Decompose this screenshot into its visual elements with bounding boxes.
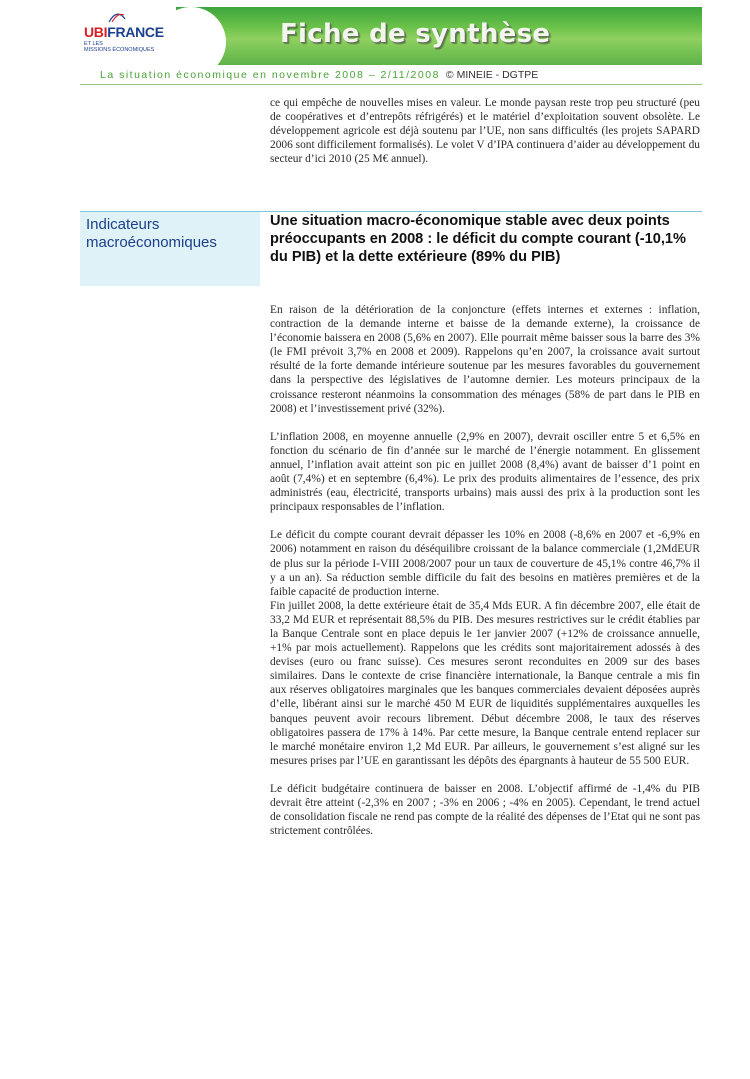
page-title: Fiche de synthèse — [280, 19, 551, 49]
logo-subtitle: ET LES MISSIONS ÉCONOMIQUES — [84, 41, 155, 53]
section-label-line2: macroéconomiques — [86, 234, 217, 251]
copyright: © MINEIE - DGTPE — [445, 69, 539, 81]
paragraph: Le déficit du compte courant devrait dépasser les 10% en 2008 (-8,6% en 2007 et -6,9% en 2006) notamment en raison du déséquilibre croissant de la balance commerciale (1,2MdEUR de plus sur la période I-VIII 2008/2007 pour un taux de couverture de 45,1% contre 46,7% il y a un an). Sa réduction semble difficile du fait des besoins en matières premières et de la faible capacité de production interne. — [270, 529, 700, 598]
section-label-line1: Indicateurs — [86, 216, 160, 233]
section-label — [80, 212, 260, 286]
globe-icon — [108, 11, 126, 23]
section-heading: Une situation macro-économique stable avec deux points préoccupants en 2008 : le déficit du compte courant (-10,1% du PIB) et la dette extérieure (89% du PIB) — [270, 213, 687, 265]
intro-text — [270, 96, 700, 166]
paragraph: En raison de la détérioration de la conjoncture (effets internes et externes : inflation, contraction de la demande interne et baisse de la demande externe), la croissance de l’économie baissera en 2008 (5,6% en 2007). Elle pourrait même baisser sous la barre des 3% (le FMI prévoit 3,7% en 2008 et 2009). Rappelons qu’en 2007, la croissance avait surtout résulté de la forte demande intérieure soutenue par les mesures favorables du gouvernement dans la perspective des législatives de l’automne dernier. Les moteurs principaux de la croissance resteront néanmoins la consommation des ménages (58% de part dans le PIB en 2008) et l’investissement privé (32%). — [270, 304, 700, 415]
paragraph: ce qui empêche de nouvelles mises en valeur. Le monde paysan reste trop peu structuré (peu de coopératives et d’entrepôts réfrigérés) et le matériel d’exploitation souvent obsolète. Le développement agricole est déjà soutenu par l’UE, non sans difficultés (les projets SAPARD 2006 sont difficilement formalisés). Le volet V d’IPA continuera d’aider au développement du secteur d’ici 2010 (25 M€ annuel). — [270, 97, 700, 166]
subheader — [100, 69, 538, 81]
paragraph: Fin juillet 2008, la dette extérieure était de 35,4 Mds EUR. A fin décembre 2007, elle était de 33,2 Md EUR et représentait 88,5% du PIB. Des mesures restrictives sur le crédit établies par la Banque Centrale sont en place depuis le 1er janvier 2007 (+12% de croissance annuelle, +1% par mois actuellement). Rappelons que les crédits sont majoritairement adossés à des devises (euro ou franc suisse). Ces mesures seront reconduites en 2009 sur des bases similaires. Dans le contexte de crise financière internationale, la Banque centrale a mis fin aux réserves obligatoires marginales que les banques commerciales devaient déposées auprès d’elle, libérant ainsi sur le marché 450 M EUR de liquidités supplémentaires auxquelles les banques peuvent avoir recours librement. Début décembre 2008, le taux des réserves obligatoires passera de 17% à 14%. Par cette mesure, la Banque centrale entend replacer sur le marché monétaire environ 1,2 Md EUR. Par ailleurs, le gouvernement s’est aligné sur les mesures prises par l’UE en garantissant les dépôts des épargnants à hauteur de 55 500 EUR. — [270, 599, 700, 767]
logo-swoosh — [156, 7, 226, 65]
header-banner — [80, 7, 702, 65]
logo: UBIFRANCE — [84, 24, 164, 40]
header-divider — [80, 84, 702, 85]
paragraph: L’inflation 2008, en moyenne annuelle (2,9% en 2007), devrait osciller entre 5 et 6,5% en fonction du scénario de fin d’année sur le marché de l’énergie notamment. En glissement annuel, l’inflation avait atteint son pic en juillet 2008 (8,4%) avant de baisser d’1 point en août (7,4%) et en septembre (6,4%). Le prix des produits alimentaires de l’essence, des prix administrés (eau, électricité, transports urbains) mais aussi des prix à la production sont les principaux responsables de l’inflation. — [270, 430, 700, 514]
paragraph: Le déficit budgétaire continuera de baisser en 2008. L’objectif affirmé de -1,4% du PIB devrait être atteint (-2,3% en 2007 ; -3% en 2006 ; -4% en 2005). Cependant, le trend actuel de consolidation fiscale ne rend pas compte de la réalité des dépenses de l’Etat qui ne sont pas strictement contrôlées. — [270, 782, 700, 838]
document-date-line: La situation économique en novembre 2008 – 2/11/2008 — [100, 69, 440, 81]
body-text — [270, 303, 700, 838]
